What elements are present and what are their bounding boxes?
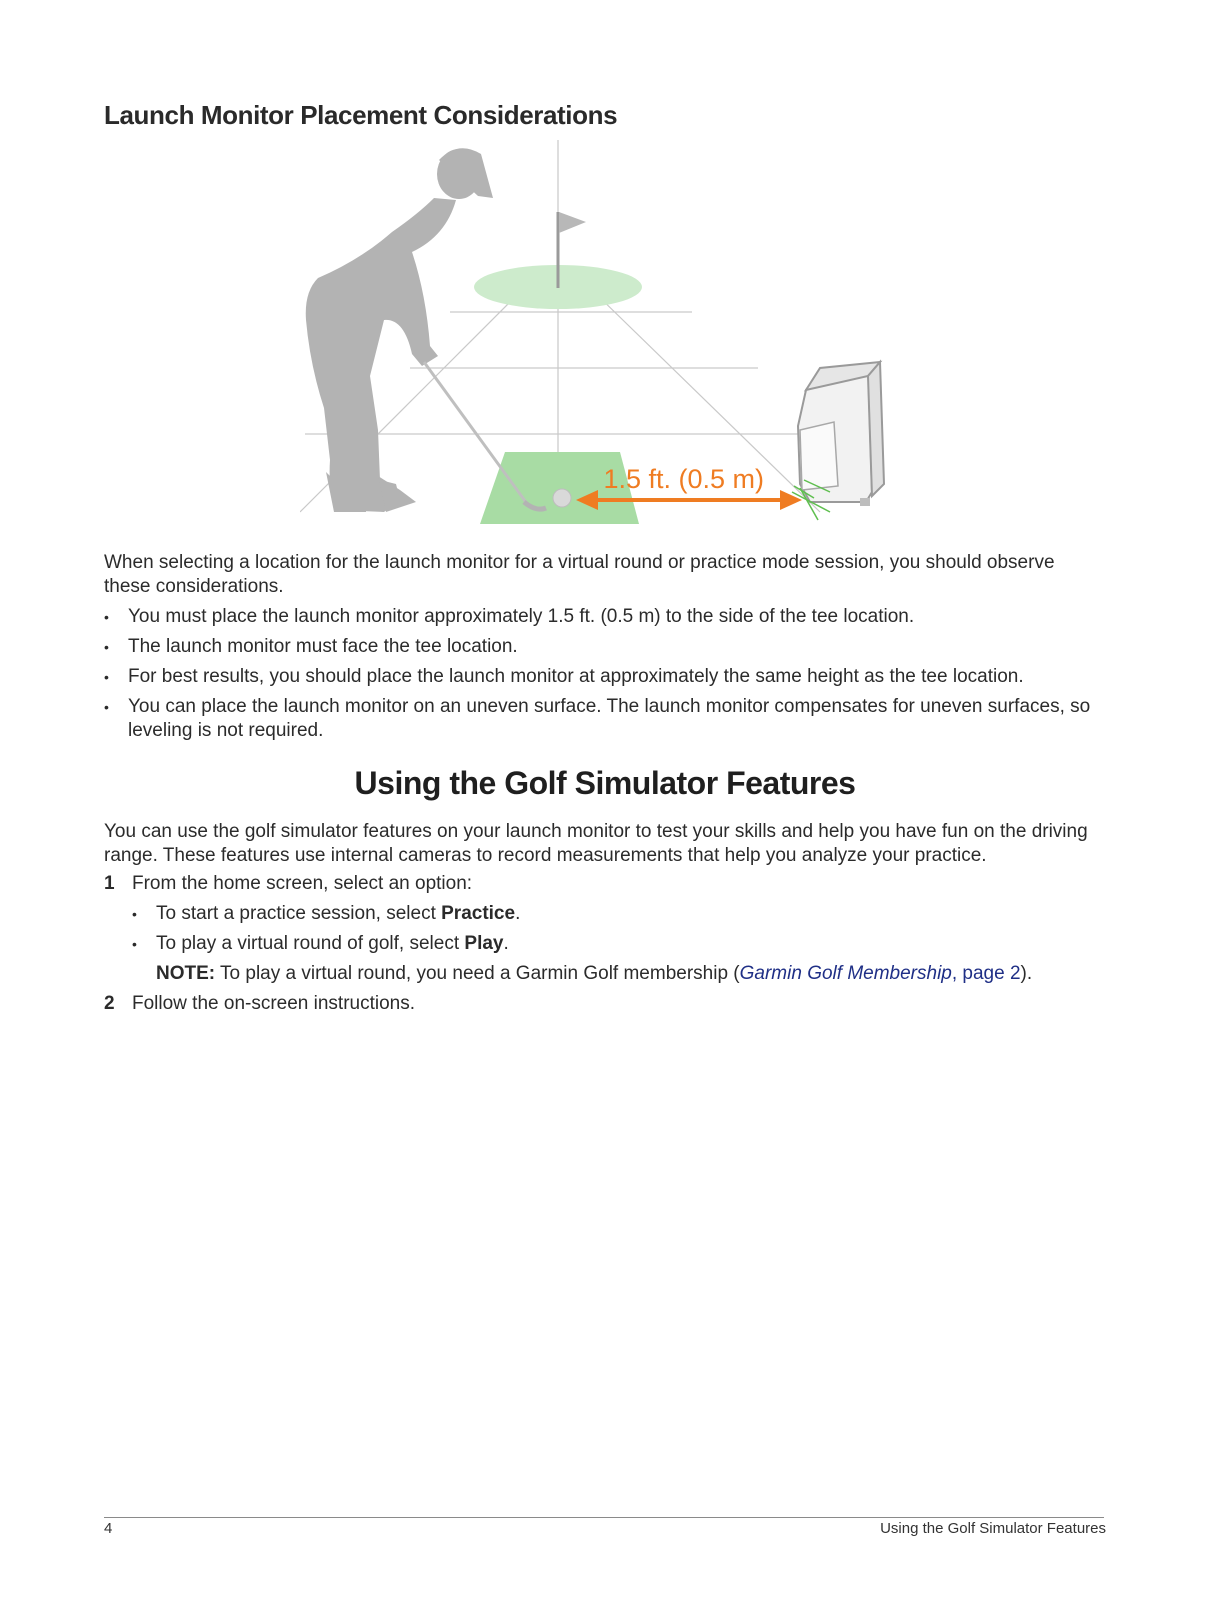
bullet-icon: • [104, 639, 109, 655]
list-item: • You can place the launch monitor on an uneven surface. The launch monitor compensates for uneven surfaces, so leveling is not required. [104, 696, 1091, 741]
page-number: 4 [104, 1520, 113, 1537]
considerations-list [104, 605, 1104, 749]
step-number: 2 [104, 993, 115, 1014]
footer-section-title: Using the Golf Simulator Features [880, 1520, 1106, 1537]
step-text: Follow the on-screen instructions. [132, 993, 416, 1014]
play-option: Play [464, 933, 504, 954]
distance-label: 1.5 ft. (0.5 m) [603, 464, 764, 494]
options-list [132, 902, 1104, 956]
list-item: • To play a virtual round of golf, select Play. [132, 933, 509, 954]
main-heading: Using the Golf Simulator Features [354, 765, 856, 801]
step-2 [104, 992, 1104, 1016]
steps-list [104, 872, 1104, 1016]
list-item: • The launch monitor must face the tee location. [104, 636, 518, 657]
step-text: From the home screen, select an option: [132, 873, 473, 894]
step-1 [104, 872, 1104, 986]
bullet-icon: • [104, 669, 109, 685]
golfer-silhouette-icon [306, 148, 493, 512]
footer-divider [104, 1517, 1104, 1518]
note: NOTE: To play a virtual round, you need a Garmin Golf membership (Garmin Golf Membership, page 2). [156, 963, 1033, 984]
note-label: NOTE: [156, 963, 216, 984]
bullet-icon: • [104, 609, 109, 625]
section-heading: Launch Monitor Placement Considerations [104, 100, 618, 130]
golf-ball-icon [553, 489, 571, 507]
launch-monitor-icon [798, 362, 884, 506]
practice-option: Practice [441, 903, 516, 924]
bullet-icon: • [132, 906, 137, 922]
membership-link[interactable]: Garmin Golf Membership, page 2 [739, 963, 1021, 984]
main-paragraph: You can use the golf simulator features on your launch monitor to test your skills and help you have fun on the driving range. These features use internal cameras to record measurements that help you analyze your practice. [104, 821, 1088, 866]
bullet-icon: • [132, 936, 137, 952]
list-item: • To start a practice session, select Practice. [132, 903, 521, 924]
list-item: • You must place the launch monitor approximately 1.5 ft. (0.5 m) to the side of the tee location. [104, 606, 915, 627]
placement-figure [300, 140, 900, 540]
step-number: 1 [104, 873, 115, 894]
flag-icon [559, 212, 586, 233]
bullet-icon: • [104, 699, 109, 715]
intro-paragraph: When selecting a location for the launch monitor for a virtual round or practice mode session, you should observe these considerations. [104, 552, 1055, 597]
placement-illustration [300, 140, 900, 540]
list-item: • For best results, you should place the launch monitor at approximately the same height as the tee location. [104, 666, 1024, 687]
